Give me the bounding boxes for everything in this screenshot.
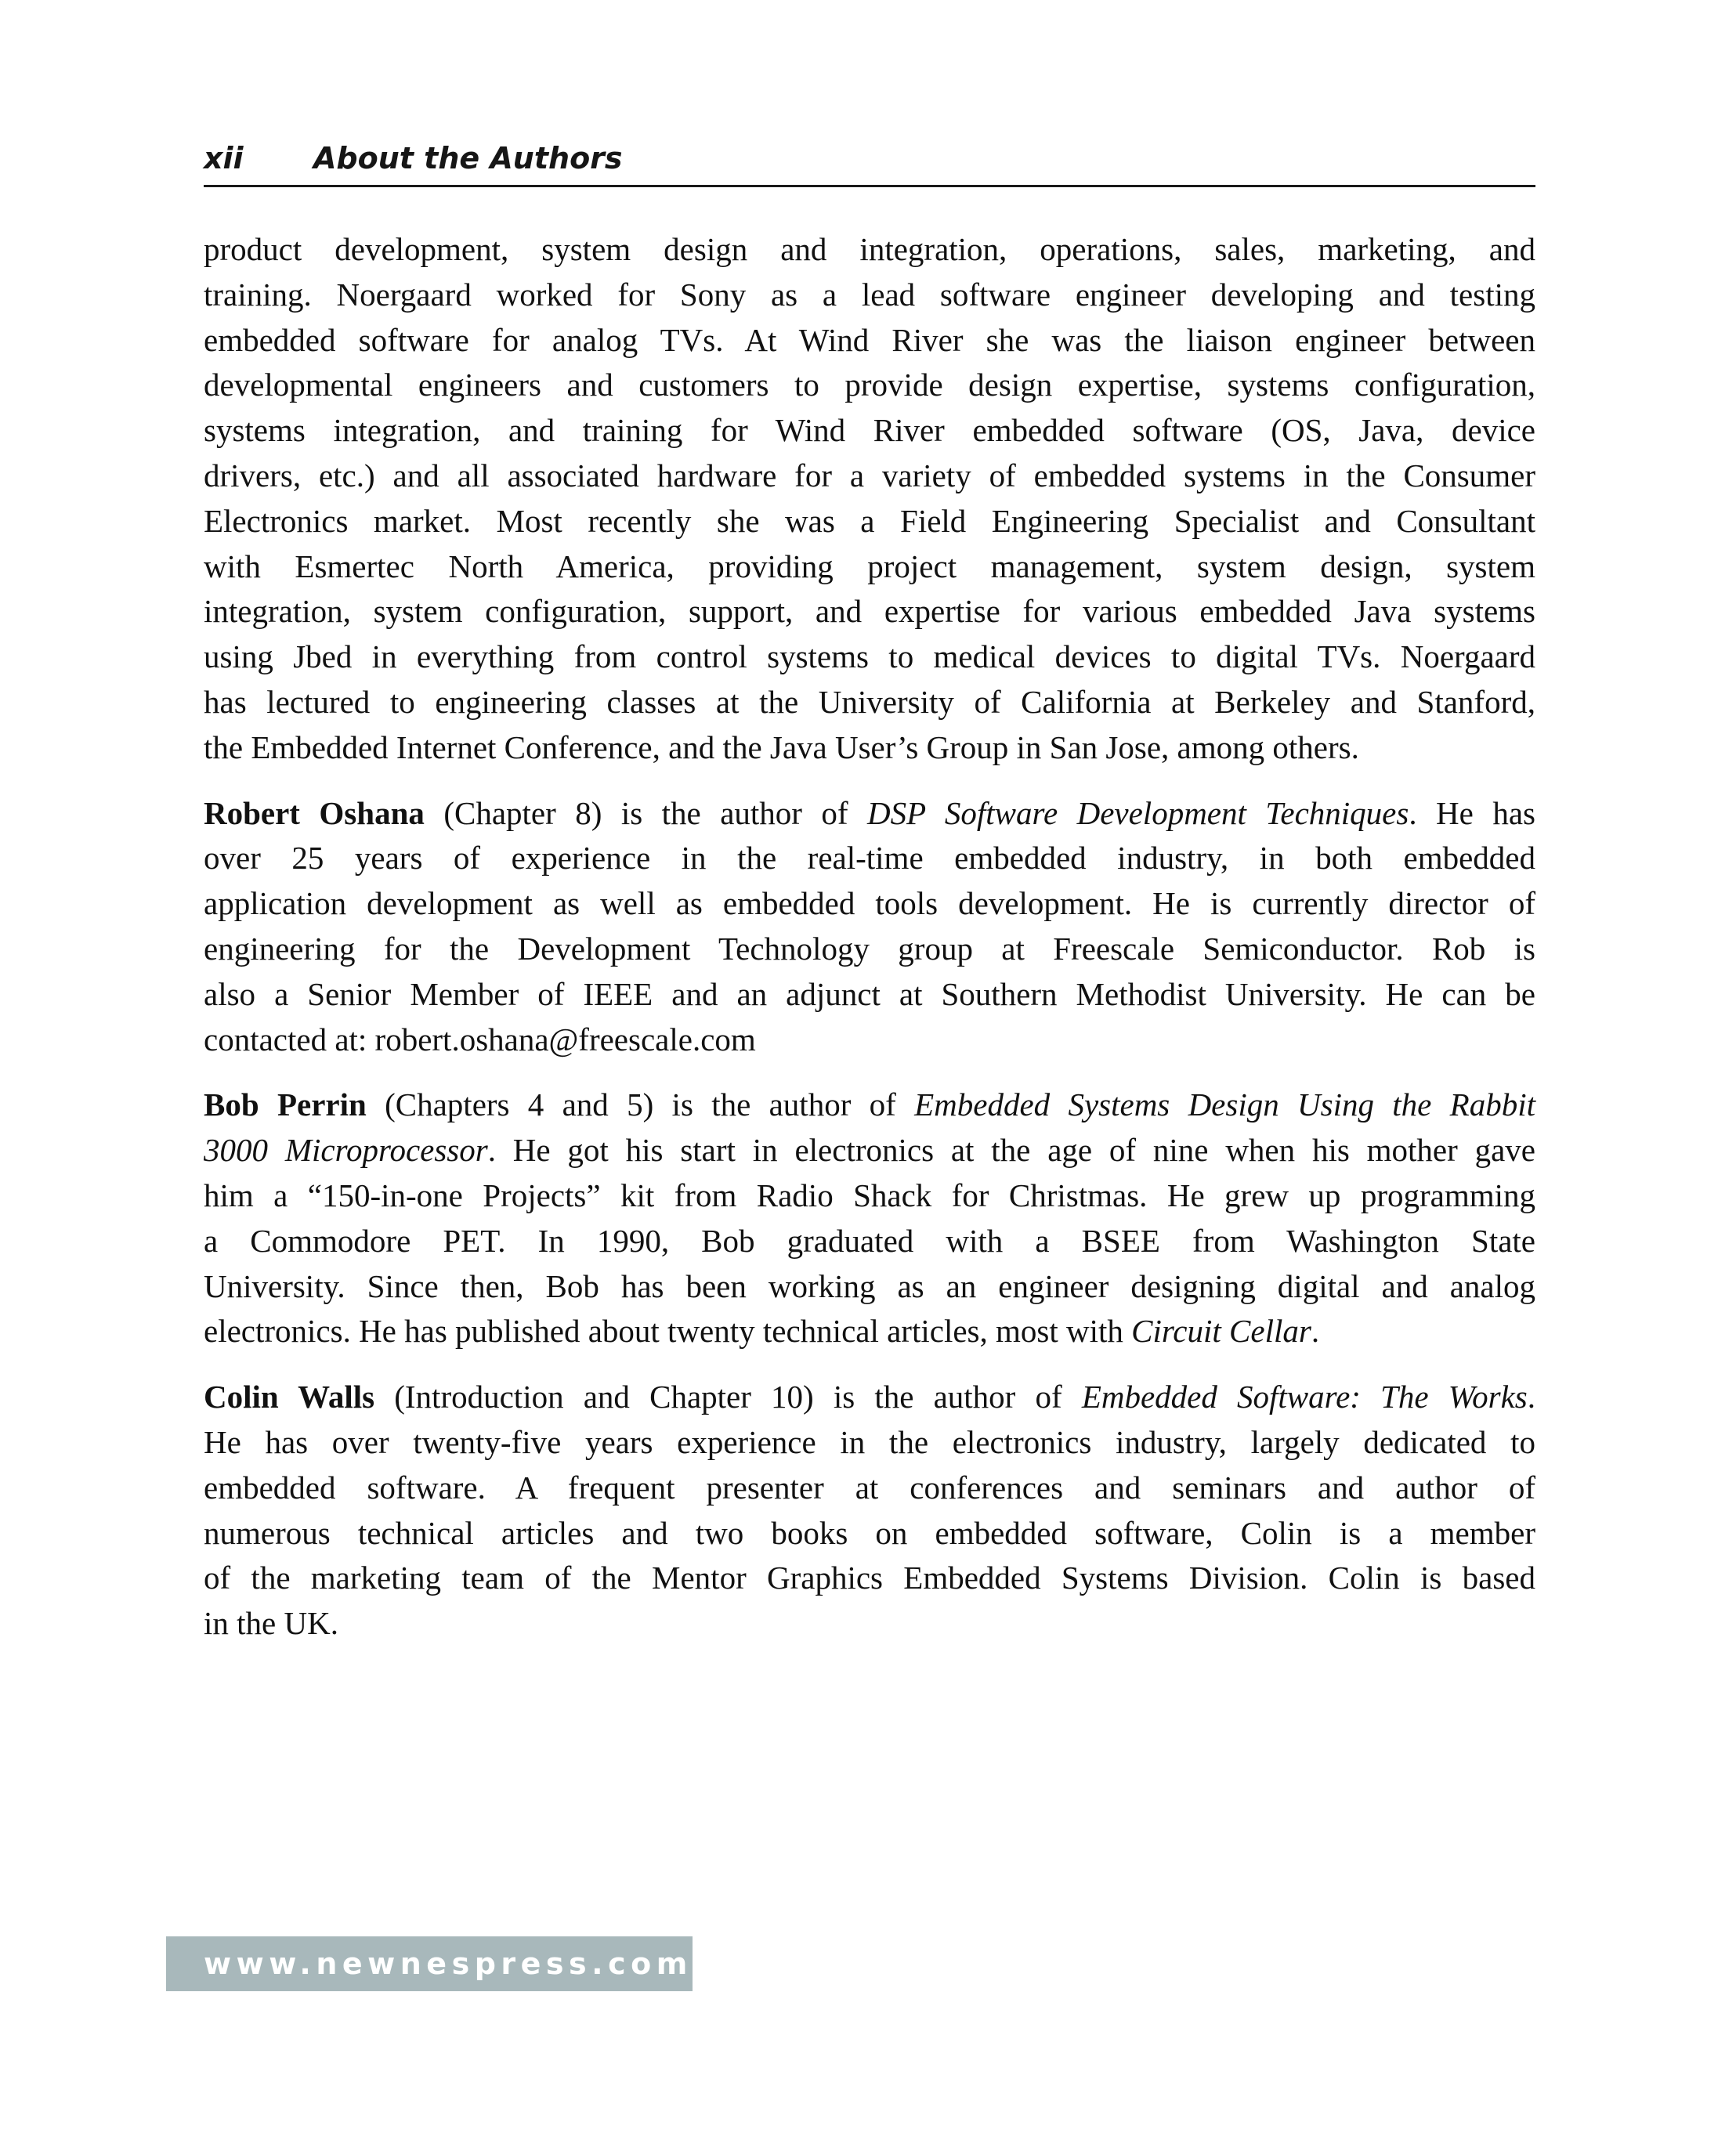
text-line: application development as well as embedded tools development. He is currently director of xyxy=(204,885,1535,922)
text-line: of the marketing team of the Mentor Graphics Embedded Systems Division. Colin is based xyxy=(204,1560,1535,1596)
bio-intro: (Chapters 4 and 5) is the author of xyxy=(366,1086,915,1123)
bio-oshana xyxy=(204,791,1535,1063)
text-line: systems integration, and training for Wind River embedded software (OS, Java, device xyxy=(204,412,1535,449)
line-start: electronics. He has published about twenty technical articles, most with xyxy=(204,1313,1132,1350)
bio-intro: (Introduction and Chapter 10) is the author of xyxy=(374,1379,1082,1415)
bio-intro-end: . He has xyxy=(1409,794,1535,831)
bio-walls xyxy=(204,1375,1535,1647)
text-line: Electronics market. Most recently she was a Field Engineering Specialist and Consultant xyxy=(204,502,1535,539)
book-title-part2: 3000 Microprocessor xyxy=(204,1132,488,1169)
publisher-url: www.newnespress.com xyxy=(204,1947,693,1981)
magazine-title: Circuit Cellar xyxy=(1131,1313,1311,1350)
text-line: the Embedded Internet Conference, and the Java User’s Group in San Jose, among others. xyxy=(204,728,1359,765)
text-line: He has over twenty-five years experience in the electronics industry, largely dedicated to xyxy=(204,1423,1535,1460)
text-line: a Commodore PET. In 1990, Bob graduated with a BSEE from Washington State xyxy=(204,1222,1535,1259)
text-line: drivers, etc.) and all associated hardware for a variety of embedded systems in the Consumer xyxy=(204,457,1535,493)
text-line: using Jbed in everything from control systems to medical devices to digital TVs. Noergaard xyxy=(204,638,1535,675)
text-line: product development, system design and integration, operations, sales, marketing, and xyxy=(204,231,1535,267)
text-line: over 25 years of experience in the real-time embedded industry, in both embedded xyxy=(204,840,1535,877)
text-line: engineering for the Development Technology group at Freescale Semiconductor. Rob is xyxy=(204,930,1535,967)
text-line: integration, system configuration, support, and expertise for various embedded Java systems xyxy=(204,593,1535,630)
text-line xyxy=(204,1309,1535,1354)
line-rest: . He got his start in electronics at the age of nine when his mother gave xyxy=(487,1132,1535,1169)
text-line: also a Senior Member of IEEE and an adjunct at Southern Methodist University. He can be xyxy=(204,975,1535,1012)
page-body xyxy=(204,227,1535,1667)
book-title-part1: Embedded Systems Design Using the Rabbit xyxy=(914,1086,1536,1123)
text-line xyxy=(204,1375,1535,1420)
text-line: training. Noergaard worked for Sony as a lead software engineer developing and testing xyxy=(204,276,1535,313)
text-line: him a “150-in-one Projects” kit from Radio Shack for Christmas. He grew up programming xyxy=(204,1177,1535,1213)
author-name-walls: Colin Walls xyxy=(204,1379,375,1415)
text-line: numerous technical articles and two books on embedded software, Colin is a member xyxy=(204,1514,1535,1551)
bio-intro-end: . xyxy=(1527,1379,1535,1415)
text-line xyxy=(204,1128,1535,1173)
footer-url-bar xyxy=(166,1936,693,1991)
text-line: has lectured to engineering classes at the University of California at Berkeley and Stanford, xyxy=(204,683,1535,720)
text-line: developmental engineers and customers to provide design expertise, systems configuration, xyxy=(204,367,1535,403)
page-header xyxy=(204,139,1535,187)
bio-noergaard-continued xyxy=(204,227,1535,771)
book-title: Embedded Software: The Works xyxy=(1081,1379,1528,1415)
book-title: DSP Software Development Techniques xyxy=(867,794,1409,831)
text-line xyxy=(204,1083,1535,1128)
text-line xyxy=(204,791,1535,837)
text-line: in the UK. xyxy=(204,1605,338,1642)
author-name-oshana: Robert Oshana xyxy=(204,794,425,831)
text-line: embedded software for analog TVs. At Wind River she was the liaison engineer between xyxy=(204,321,1535,358)
text-line: with Esmertec North America, providing project management, system design, system xyxy=(204,548,1535,584)
running-head-title: About the Authors xyxy=(313,141,623,175)
bio-perrin xyxy=(204,1083,1535,1354)
bio-intro: (Chapter 8) is the author of xyxy=(424,794,868,831)
author-name-perrin: Bob Perrin xyxy=(204,1086,367,1123)
page-number: xii xyxy=(204,141,244,175)
text-line: University. Since then, Bob has been working as an engineer designing digital and analog xyxy=(204,1267,1535,1304)
line-end: . xyxy=(1311,1313,1320,1350)
text-line: embedded software. A frequent presenter at conferences and seminars and author of xyxy=(204,1469,1535,1506)
text-line: contacted at: robert.oshana@freescale.com xyxy=(204,1021,756,1057)
